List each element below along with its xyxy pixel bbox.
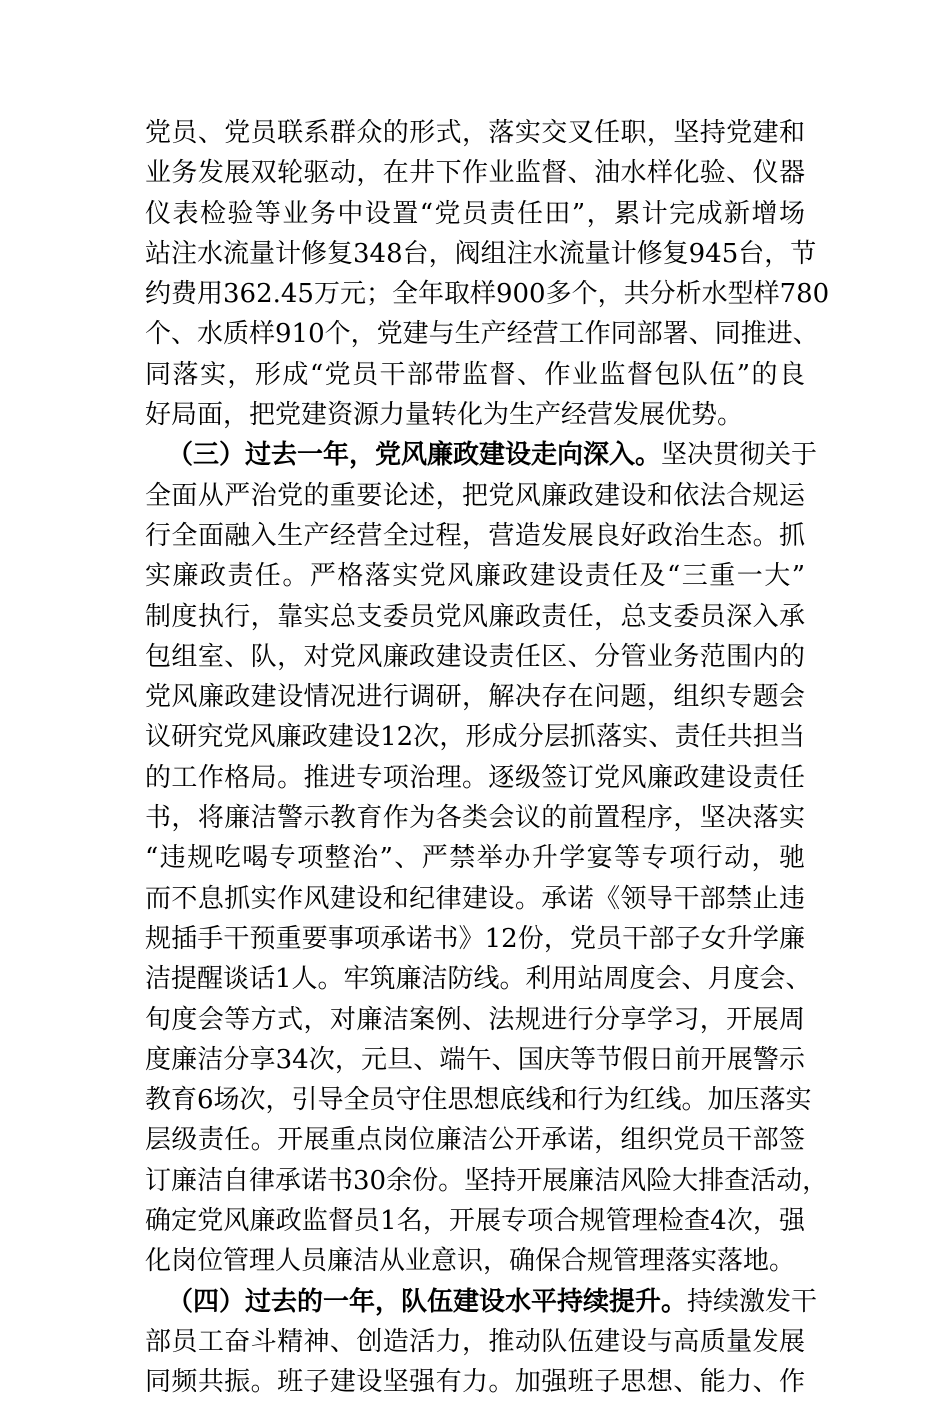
text-line: 全面从严治党的重要论述，把党风廉政建设和依法合规运 — [145, 480, 805, 511]
text-line: 部员工奋斗精神、创造活力，推动队伍建设与高质量发展 — [145, 1326, 805, 1357]
section-4-first-line — [145, 1282, 818, 1322]
section-3-first-text: 坚决贯彻关于 — [661, 440, 818, 471]
text-line: 约费用362.45万元；全年取样900多个，共分析水型样780 — [145, 279, 830, 310]
text-line: 党风廉政建设情况进行调研，解决存在问题，组织专题会 — [145, 682, 805, 713]
section-4-heading: （四）过去的一年，队伍建设水平持续提升。 — [167, 1286, 688, 1317]
section-3-first-line — [145, 435, 818, 475]
text-line: 仪表检验等业务中设置“党员责任田”，累计完成新增场 — [145, 198, 805, 229]
text-line: 书，将廉洁警示教育作为各类会议的前置程序，坚决落实 — [145, 803, 805, 834]
section-3-heading: （三）过去一年，党风廉政建设走向深入。 — [167, 440, 662, 471]
text-line: 教育6场次，引导全员守住思想底线和行为红线。加压落实 — [145, 1085, 812, 1116]
text-line: 洁提醒谈话1人。牢筑廉洁防线。利用站周度会、月度会、 — [145, 964, 812, 995]
text-line: 层级责任。开展重点岗位廉洁公开承诺，组织党员干部签 — [145, 1125, 805, 1156]
text-line: 同频共振。班子建设坚强有力。加强班子思想、能力、作 — [145, 1367, 805, 1398]
text-line: 旬度会等方式，对廉洁案例、法规进行分享学习，开展周 — [145, 1004, 805, 1035]
text-line: 而不息抓实作风建设和纪律建设。承诺《领导干部禁止违 — [145, 883, 805, 914]
text-line: 业务发展双轮驱动，在井下作业监督、油水样化验、仪器 — [145, 158, 805, 189]
text-line: 站注水流量计修复348台，阀组注水流量计修复945台，节 — [145, 238, 817, 269]
text-line: 包组室、队，对党风廉政建设责任区、分管业务范围内的 — [145, 641, 805, 672]
section-4-first-text: 持续激发干 — [687, 1286, 818, 1317]
text-line: 实廉政责任。严格落实党风廉政建设责任及“三重一大” — [145, 561, 805, 592]
text-line: 的工作格局。推进专项治理。逐级签订党风廉政建设责任 — [145, 762, 805, 793]
document-body — [145, 113, 830, 1403]
text-line: 规插手干预重要事项承诺书》12份，党员干部子女升学廉 — [145, 923, 805, 954]
text-line: 化岗位管理人员廉洁从业意识，确保合规管理落实落地。 — [145, 1246, 796, 1277]
text-line: 好局面，把党建资源力量转化为生产经营发展优势。 — [145, 400, 744, 431]
text-line: 个、水质样910个，党建与生产经营工作同部署、同推进、 — [145, 319, 819, 350]
text-line: 党员、党员联系群众的形式，落实交叉任职，坚持党建和 — [145, 118, 805, 148]
text-line: “违规吃喝专项整治”、严禁举办升学宴等专项行动，驰 — [145, 843, 805, 874]
text-line: 订廉洁自律承诺书30余份。坚持开展廉洁风险大排查活动， — [145, 1165, 829, 1196]
text-line: 确定党风廉政监督员1名，开展专项合规管理检查4次，强 — [145, 1206, 805, 1237]
text-line: 议研究党风廉政建设12次，形成分层抓落实、责任共担当 — [145, 722, 805, 753]
text-line: 行全面融入生产经营全过程，营造发展良好政治生态。抓 — [145, 520, 805, 551]
text-line: 度廉洁分享34次，元旦、端午、国庆等节假日前开展警示 — [145, 1044, 805, 1075]
text-line: 制度执行，靠实总支委员党风廉政责任，总支委员深入承 — [145, 601, 805, 632]
text-line: 同落实，形成“党员干部带监督、作业监督包队伍”的良 — [145, 359, 805, 390]
